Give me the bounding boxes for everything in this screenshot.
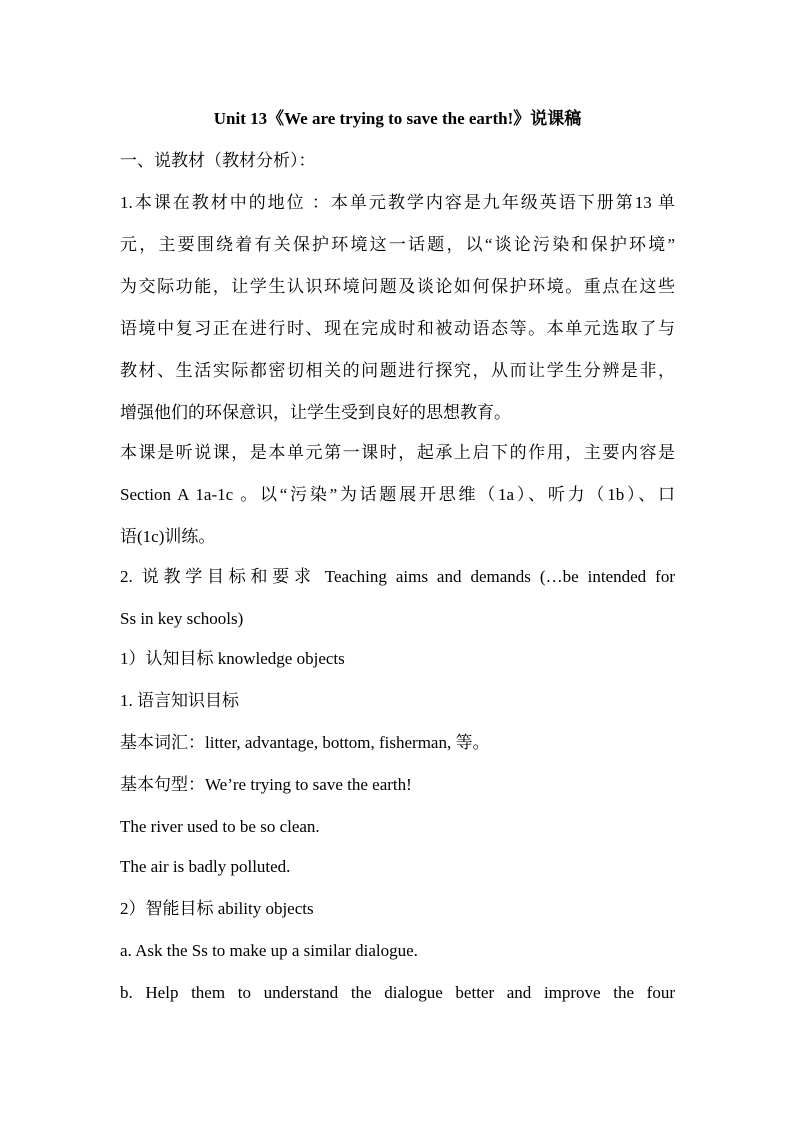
subheading-knowledge-objects: 1）认知目标 knowledge objects: [120, 649, 345, 668]
vocabulary-line: 基本词汇：litter, advantage, bottom, fisherman, 等。: [120, 733, 490, 752]
sentence-pattern-line: 基本句型：We’re trying to save the earth!: [120, 775, 412, 794]
paragraph-line: 为交际功能，让学生认识环境问题及谈论如何保护环境。重点在这些: [120, 277, 675, 296]
example-sentence: The air is badly polluted.: [120, 857, 291, 876]
subheading-ability-objects: 2）智能目标 ability objects: [120, 899, 314, 918]
list-item: b. Help them to understand the dialogue better and improve the four: [120, 983, 675, 1002]
section-heading-aims: 2. 说教学目标和要求 Teaching aims and demands (…be intended for: [120, 567, 675, 586]
paragraph-line: 教材、生活实际都密切相关的问题进行探究，从而让学生分辨是非，: [120, 361, 675, 380]
paragraph-line: Ss in key schools): [120, 609, 244, 628]
list-item: a. Ask the Ss to make up a similar dialogue.: [120, 941, 418, 960]
paragraph-line: 增强他们的环保意识，让学生受到良好的思想教育。: [120, 403, 511, 422]
paragraph-line: Section A 1a-1c 。以“污染”为话题展开思维（1a）、听力（1b）、口: [120, 485, 675, 504]
paragraph-line: 本课是听说课，是本单元第一课时，起承上启下的作用，主要内容是: [120, 443, 675, 462]
document-title: Unit 13《We are trying to save the earth!》说课稿: [213, 109, 582, 128]
example-sentence: The river used to be so clean.: [120, 817, 320, 836]
paragraph-line: 语(1c)训练。: [120, 527, 216, 546]
subheading-language-goals: 1. 语言知识目标: [120, 691, 239, 710]
paragraph-line: 1.本课在教材中的地位 ：本单元教学内容是九年级英语下册第13 单: [120, 193, 675, 212]
paragraph-line: 元，主要围绕着有关保护环境这一话题，以“谈论污染和保护环境”: [120, 235, 675, 254]
paragraph-line: 语境中复习正在进行时、现在完成时和被动语态等。本单元选取了与: [120, 319, 675, 338]
section-heading-textbook: 一、说教材（教材分析）：: [120, 151, 316, 170]
